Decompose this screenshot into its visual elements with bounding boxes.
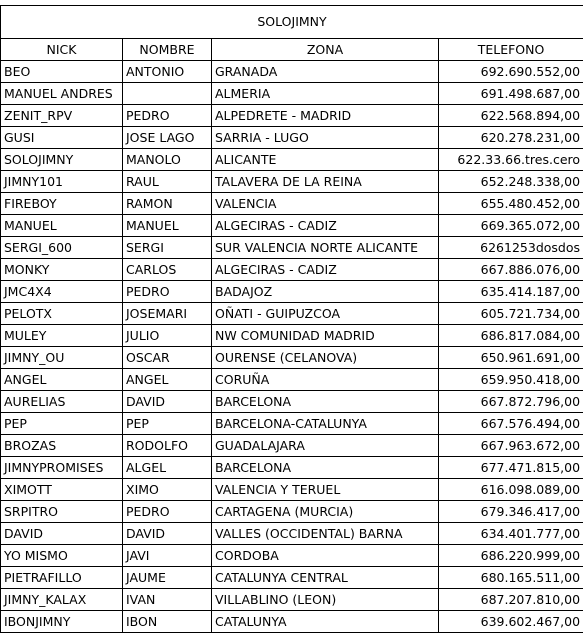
cell-nombre[interactable]: PEDRO bbox=[123, 105, 212, 127]
cell-nombre[interactable]: DAVID bbox=[123, 523, 212, 545]
cell-telefono[interactable]: 679.346.417,00 bbox=[439, 501, 583, 523]
cell-zona[interactable]: ALPEDRETE - MADRID bbox=[212, 105, 439, 127]
cell-nick[interactable]: GUSI bbox=[1, 127, 123, 149]
cell-nombre[interactable]: RAMON bbox=[123, 193, 212, 215]
cell-nombre[interactable]: RODOLFO bbox=[123, 435, 212, 457]
cell-telefono[interactable]: 669.365.072,00 bbox=[439, 215, 583, 237]
cell-telefono[interactable]: 650.961.691,00 bbox=[439, 347, 583, 369]
table-row bbox=[1, 347, 583, 369]
cell-zona[interactable]: ALMERIA bbox=[212, 83, 439, 105]
table-row bbox=[1, 281, 583, 303]
cell-telefono[interactable]: 687.207.810,00 bbox=[439, 589, 583, 611]
cell-nick[interactable]: JIMNY_KALAX bbox=[1, 589, 123, 611]
table-row bbox=[1, 83, 583, 105]
cell-nick[interactable]: ZENIT_RPV bbox=[1, 105, 123, 127]
cell-telefono[interactable]: 622.33.66.tres.cero bbox=[439, 149, 583, 171]
header-nick[interactable]: NICK bbox=[1, 39, 123, 61]
cell-telefono[interactable]: 692.690.552,00 bbox=[439, 61, 583, 83]
cell-nick[interactable]: YO MISMO bbox=[1, 545, 123, 567]
cell-zona[interactable]: BARCELONA bbox=[212, 391, 439, 413]
cell-zona[interactable]: CATALUNYA CENTRAL bbox=[212, 567, 439, 589]
cell-zona[interactable]: OÑATI - GUIPUZCOA bbox=[212, 303, 439, 325]
cell-telefono[interactable]: 667.963.672,00 bbox=[439, 435, 583, 457]
cell-zona[interactable]: SUR VALENCIA NORTE ALICANTE bbox=[212, 237, 439, 259]
cell-telefono[interactable]: 605.721.734,00 bbox=[439, 303, 583, 325]
table-row bbox=[1, 567, 583, 589]
cell-nombre[interactable]: IBON bbox=[123, 611, 212, 633]
table-row bbox=[1, 589, 583, 611]
cell-zona[interactable]: VALENCIA Y TERUEL bbox=[212, 479, 439, 501]
cell-telefono[interactable]: 616.098.089,00 bbox=[439, 479, 583, 501]
cell-telefono[interactable]: 686.220.999,00 bbox=[439, 545, 583, 567]
contacts-table bbox=[0, 5, 583, 633]
cell-nick[interactable]: IBONJIMNY bbox=[1, 611, 123, 633]
table-row bbox=[1, 105, 583, 127]
cell-telefono[interactable]: 6261253dosdos bbox=[439, 237, 583, 259]
table-row bbox=[1, 325, 583, 347]
table-row bbox=[1, 171, 583, 193]
table-row bbox=[1, 215, 583, 237]
cell-zona[interactable]: VILLABLINO (LEON) bbox=[212, 589, 439, 611]
table-row bbox=[1, 193, 583, 215]
cell-zona[interactable]: ALGECIRAS - CADIZ bbox=[212, 259, 439, 281]
cell-nombre[interactable]: ANTONIO bbox=[123, 61, 212, 83]
cell-zona[interactable]: OURENSE (CELANOVA) bbox=[212, 347, 439, 369]
cell-zona[interactable]: NW COMUNIDAD MADRID bbox=[212, 325, 439, 347]
table-row bbox=[1, 501, 583, 523]
cell-nombre[interactable]: JOSE LAGO bbox=[123, 127, 212, 149]
cell-zona[interactable]: GUADALAJARA bbox=[212, 435, 439, 457]
cell-nombre[interactable]: MANOLO bbox=[123, 149, 212, 171]
cell-nombre[interactable]: MANUEL bbox=[123, 215, 212, 237]
table-row bbox=[1, 61, 583, 83]
cell-nick[interactable]: PIETRAFILLO bbox=[1, 567, 123, 589]
cell-zona[interactable]: ALGECIRAS - CADIZ bbox=[212, 215, 439, 237]
table-row bbox=[1, 237, 583, 259]
table-row bbox=[1, 391, 583, 413]
cell-nick[interactable]: SRPITRO bbox=[1, 501, 123, 523]
cell-zona[interactable]: CARTAGENA (MURCIA) bbox=[212, 501, 439, 523]
table-body bbox=[1, 61, 583, 633]
cell-nick[interactable]: SOLOJIMNY bbox=[1, 149, 123, 171]
cell-telefono[interactable]: 667.872.796,00 bbox=[439, 391, 583, 413]
cell-nombre[interactable]: CARLOS bbox=[123, 259, 212, 281]
cell-nick[interactable]: SERGI_600 bbox=[1, 237, 123, 259]
header-nombre[interactable]: NOMBRE bbox=[123, 39, 212, 61]
cell-nick[interactable]: JIMNYPROMISES bbox=[1, 457, 123, 479]
cell-nick[interactable]: BEO bbox=[1, 61, 123, 83]
cell-zona[interactable]: VALLES (OCCIDENTAL) BARNA bbox=[212, 523, 439, 545]
cell-zona[interactable]: BARCELONA-CATALUNYA bbox=[212, 413, 439, 435]
cell-telefono[interactable]: 635.414.187,00 bbox=[439, 281, 583, 303]
cell-zona[interactable]: BADAJOZ bbox=[212, 281, 439, 303]
table-row bbox=[1, 523, 583, 545]
table-row bbox=[1, 435, 583, 457]
cell-nombre[interactable]: JAVI bbox=[123, 545, 212, 567]
cell-nombre[interactable]: DAVID bbox=[123, 391, 212, 413]
cell-telefono[interactable]: 620.278.231,00 bbox=[439, 127, 583, 149]
cell-nick[interactable]: DAVID bbox=[1, 523, 123, 545]
sheet-title[interactable]: SOLOJIMNY bbox=[1, 6, 583, 39]
cell-nick[interactable]: ANGEL bbox=[1, 369, 123, 391]
cell-zona[interactable]: TALAVERA DE LA REINA bbox=[212, 171, 439, 193]
cell-nombre[interactable]: OSCAR bbox=[123, 347, 212, 369]
cell-telefono[interactable]: 659.950.418,00 bbox=[439, 369, 583, 391]
cell-telefono[interactable]: 680.165.511,00 bbox=[439, 567, 583, 589]
cell-nombre[interactable]: JOSEMARI bbox=[123, 303, 212, 325]
table-row bbox=[1, 545, 583, 567]
cell-nombre[interactable]: IVAN bbox=[123, 589, 212, 611]
cell-telefono[interactable]: 677.471.815,00 bbox=[439, 457, 583, 479]
header-zona[interactable]: ZONA bbox=[212, 39, 439, 61]
cell-nombre[interactable]: JULIO bbox=[123, 325, 212, 347]
table-row bbox=[1, 413, 583, 435]
cell-zona[interactable]: SARRIA - LUGO bbox=[212, 127, 439, 149]
cell-telefono[interactable]: 622.568.894,00 bbox=[439, 105, 583, 127]
table-row bbox=[1, 611, 583, 633]
cell-nombre[interactable]: PEDRO bbox=[123, 281, 212, 303]
cell-nick[interactable]: JIMNY_OU bbox=[1, 347, 123, 369]
cell-nick[interactable]: FIREBOY bbox=[1, 193, 123, 215]
cell-nombre[interactable]: RAUL bbox=[123, 171, 212, 193]
cell-zona[interactable]: CATALUNYA bbox=[212, 611, 439, 633]
cell-nick[interactable]: PEP bbox=[1, 413, 123, 435]
cell-zona[interactable]: CORDOBA bbox=[212, 545, 439, 567]
header-telefono[interactable]: TELEFONO bbox=[439, 39, 583, 61]
cell-nick[interactable]: MULEY bbox=[1, 325, 123, 347]
cell-zona[interactable]: GRANADA bbox=[212, 61, 439, 83]
cell-telefono[interactable]: 667.886.076,00 bbox=[439, 259, 583, 281]
cell-telefono[interactable]: 655.480.452,00 bbox=[439, 193, 583, 215]
cell-telefono[interactable]: 691.498.687,00 bbox=[439, 83, 583, 105]
cell-nombre[interactable]: ALGEL bbox=[123, 457, 212, 479]
cell-nick[interactable]: JMC4X4 bbox=[1, 281, 123, 303]
table-row bbox=[1, 479, 583, 501]
cell-nick[interactable]: AURELIAS bbox=[1, 391, 123, 413]
cell-zona[interactable]: BARCELONA bbox=[212, 457, 439, 479]
cell-nick[interactable]: JIMNY101 bbox=[1, 171, 123, 193]
cell-nick[interactable]: MANUEL bbox=[1, 215, 123, 237]
cell-telefono[interactable]: 667.576.494,00 bbox=[439, 413, 583, 435]
cell-zona[interactable]: CORUÑA bbox=[212, 369, 439, 391]
cell-nick[interactable]: PELOTX bbox=[1, 303, 123, 325]
cell-nick[interactable]: MANUEL ANDRES bbox=[1, 83, 123, 105]
cell-telefono[interactable]: 639.602.467,00 bbox=[439, 611, 583, 633]
cell-nombre[interactable]: PEDRO bbox=[123, 501, 212, 523]
cell-zona[interactable]: VALENCIA bbox=[212, 193, 439, 215]
cell-nombre[interactable]: JAUME bbox=[123, 567, 212, 589]
cell-nombre[interactable]: ANGEL bbox=[123, 369, 212, 391]
header-row bbox=[1, 39, 583, 61]
cell-telefono[interactable]: 652.248.338,00 bbox=[439, 171, 583, 193]
table-row bbox=[1, 303, 583, 325]
cell-nombre[interactable]: XIMO bbox=[123, 479, 212, 501]
cell-nombre[interactable] bbox=[123, 83, 212, 105]
cell-nick[interactable]: MONKY bbox=[1, 259, 123, 281]
cell-nombre[interactable]: SERGI bbox=[123, 237, 212, 259]
table-row bbox=[1, 369, 583, 391]
table-row bbox=[1, 457, 583, 479]
cell-nick[interactable]: XIMOTT bbox=[1, 479, 123, 501]
cell-zona[interactable]: ALICANTE bbox=[212, 149, 439, 171]
table-row bbox=[1, 259, 583, 281]
table-row bbox=[1, 127, 583, 149]
cell-telefono[interactable]: 686.817.084,00 bbox=[439, 325, 583, 347]
title-row bbox=[1, 6, 583, 39]
cell-nick[interactable]: BROZAS bbox=[1, 435, 123, 457]
cell-nombre[interactable]: PEP bbox=[123, 413, 212, 435]
cell-telefono[interactable]: 634.401.777,00 bbox=[439, 523, 583, 545]
table-row bbox=[1, 149, 583, 171]
